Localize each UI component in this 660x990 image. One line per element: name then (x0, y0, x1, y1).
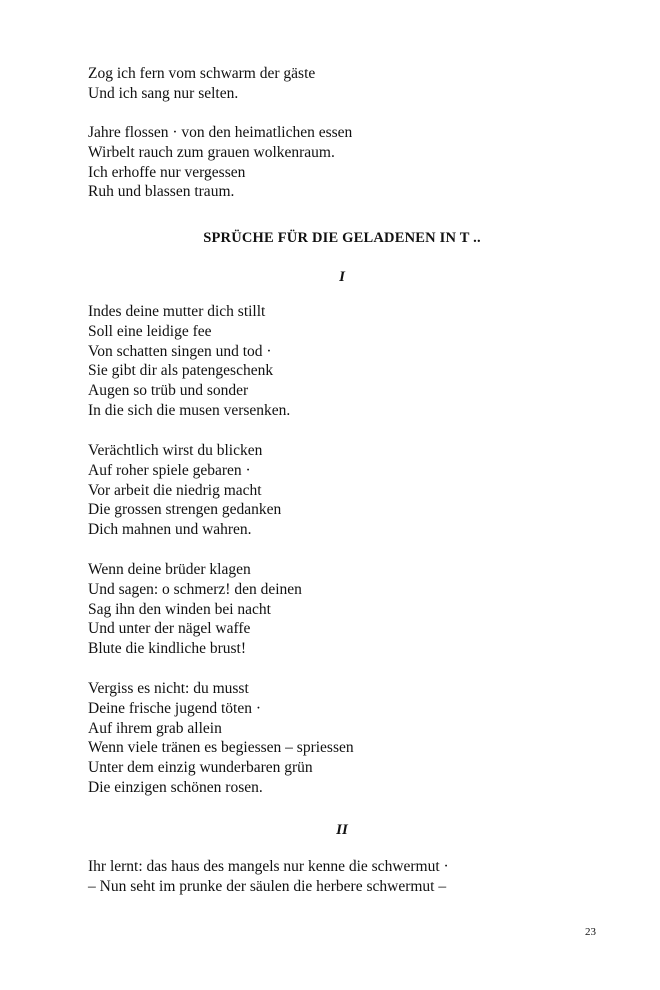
section-title: SPRÜCHE FÜR DIE GELADENEN IN T .. (203, 230, 481, 246)
verse-line: Verächtlich wirst du blicken (88, 442, 263, 459)
part-two-stanza-1 (88, 857, 608, 897)
verse-line: Dich mahnen und wahren. (88, 521, 252, 539)
verse-line: Auf ihrem grab allein (88, 719, 222, 737)
intro-stanza-1 (88, 64, 608, 104)
part-one-stanza-2 (88, 441, 608, 540)
part-one-stanza-1 (88, 302, 608, 421)
verse-line: In die sich die musen versenken. (88, 401, 291, 419)
verse-line: Wirbelt rauch zum grauen wolkenraum. (88, 143, 335, 161)
verse-line: Soll eine leidige fee (88, 322, 212, 340)
verse-line: Vor arbeit die niedrig macht (88, 481, 262, 499)
verse-line: Unter dem einzig wunderbaren grün (88, 759, 313, 777)
verse-line: Deine frische jugend töten · (88, 699, 262, 717)
verse-line: Jahre flossen · von den heimatlichen essen (88, 124, 353, 141)
verse-line: Wenn viele tränen es begiessen – spriessen (88, 739, 354, 757)
part-numeral-one: I (339, 269, 345, 285)
verse-line: Wenn deine brüder klagen (88, 561, 251, 578)
verse-line: Ihr lernt: das haus des mangels nur kenne die schwermut · (88, 858, 449, 875)
verse-line: Und unter der nägel waffe (88, 620, 251, 638)
verse-line: Und ich sang nur selten. (88, 84, 239, 102)
part-numeral-two: II (336, 822, 348, 838)
verse-line: Indes deine mutter dich stillt (88, 303, 266, 320)
verse-line: Blute die kindliche brust! (88, 640, 246, 658)
page-number: 23 (585, 926, 596, 938)
part-one-stanza-3 (88, 560, 608, 659)
verse-line: Ruh und blassen traum. (88, 183, 235, 201)
verse-line: Ich erhoffe nur vergessen (88, 163, 246, 181)
intro-stanza-2 (88, 123, 608, 202)
verse-line: – Nun seht im prunke der säulen die herbere schwermut – (88, 877, 447, 895)
verse-line: Von schatten singen und tod · (88, 342, 272, 360)
verse-line: Zog ich fern vom schwarm der gäste (88, 65, 316, 82)
verse-line: Die einzigen schönen rosen. (88, 778, 263, 796)
verse-line: Sie gibt dir als patengeschenk (88, 362, 274, 380)
part-one-stanza-4 (88, 679, 608, 798)
verse-line: Und sagen: o schmerz! den deinen (88, 580, 302, 598)
verse-line: Auf roher spiele gebaren · (88, 461, 251, 479)
verse-line: Augen so trüb und sonder (88, 382, 249, 400)
verse-line: Die grossen strengen gedanken (88, 501, 282, 519)
verse-line: Vergiss es nicht: du musst (88, 680, 249, 697)
verse-line: Sag ihn den winden bei nacht (88, 600, 271, 618)
